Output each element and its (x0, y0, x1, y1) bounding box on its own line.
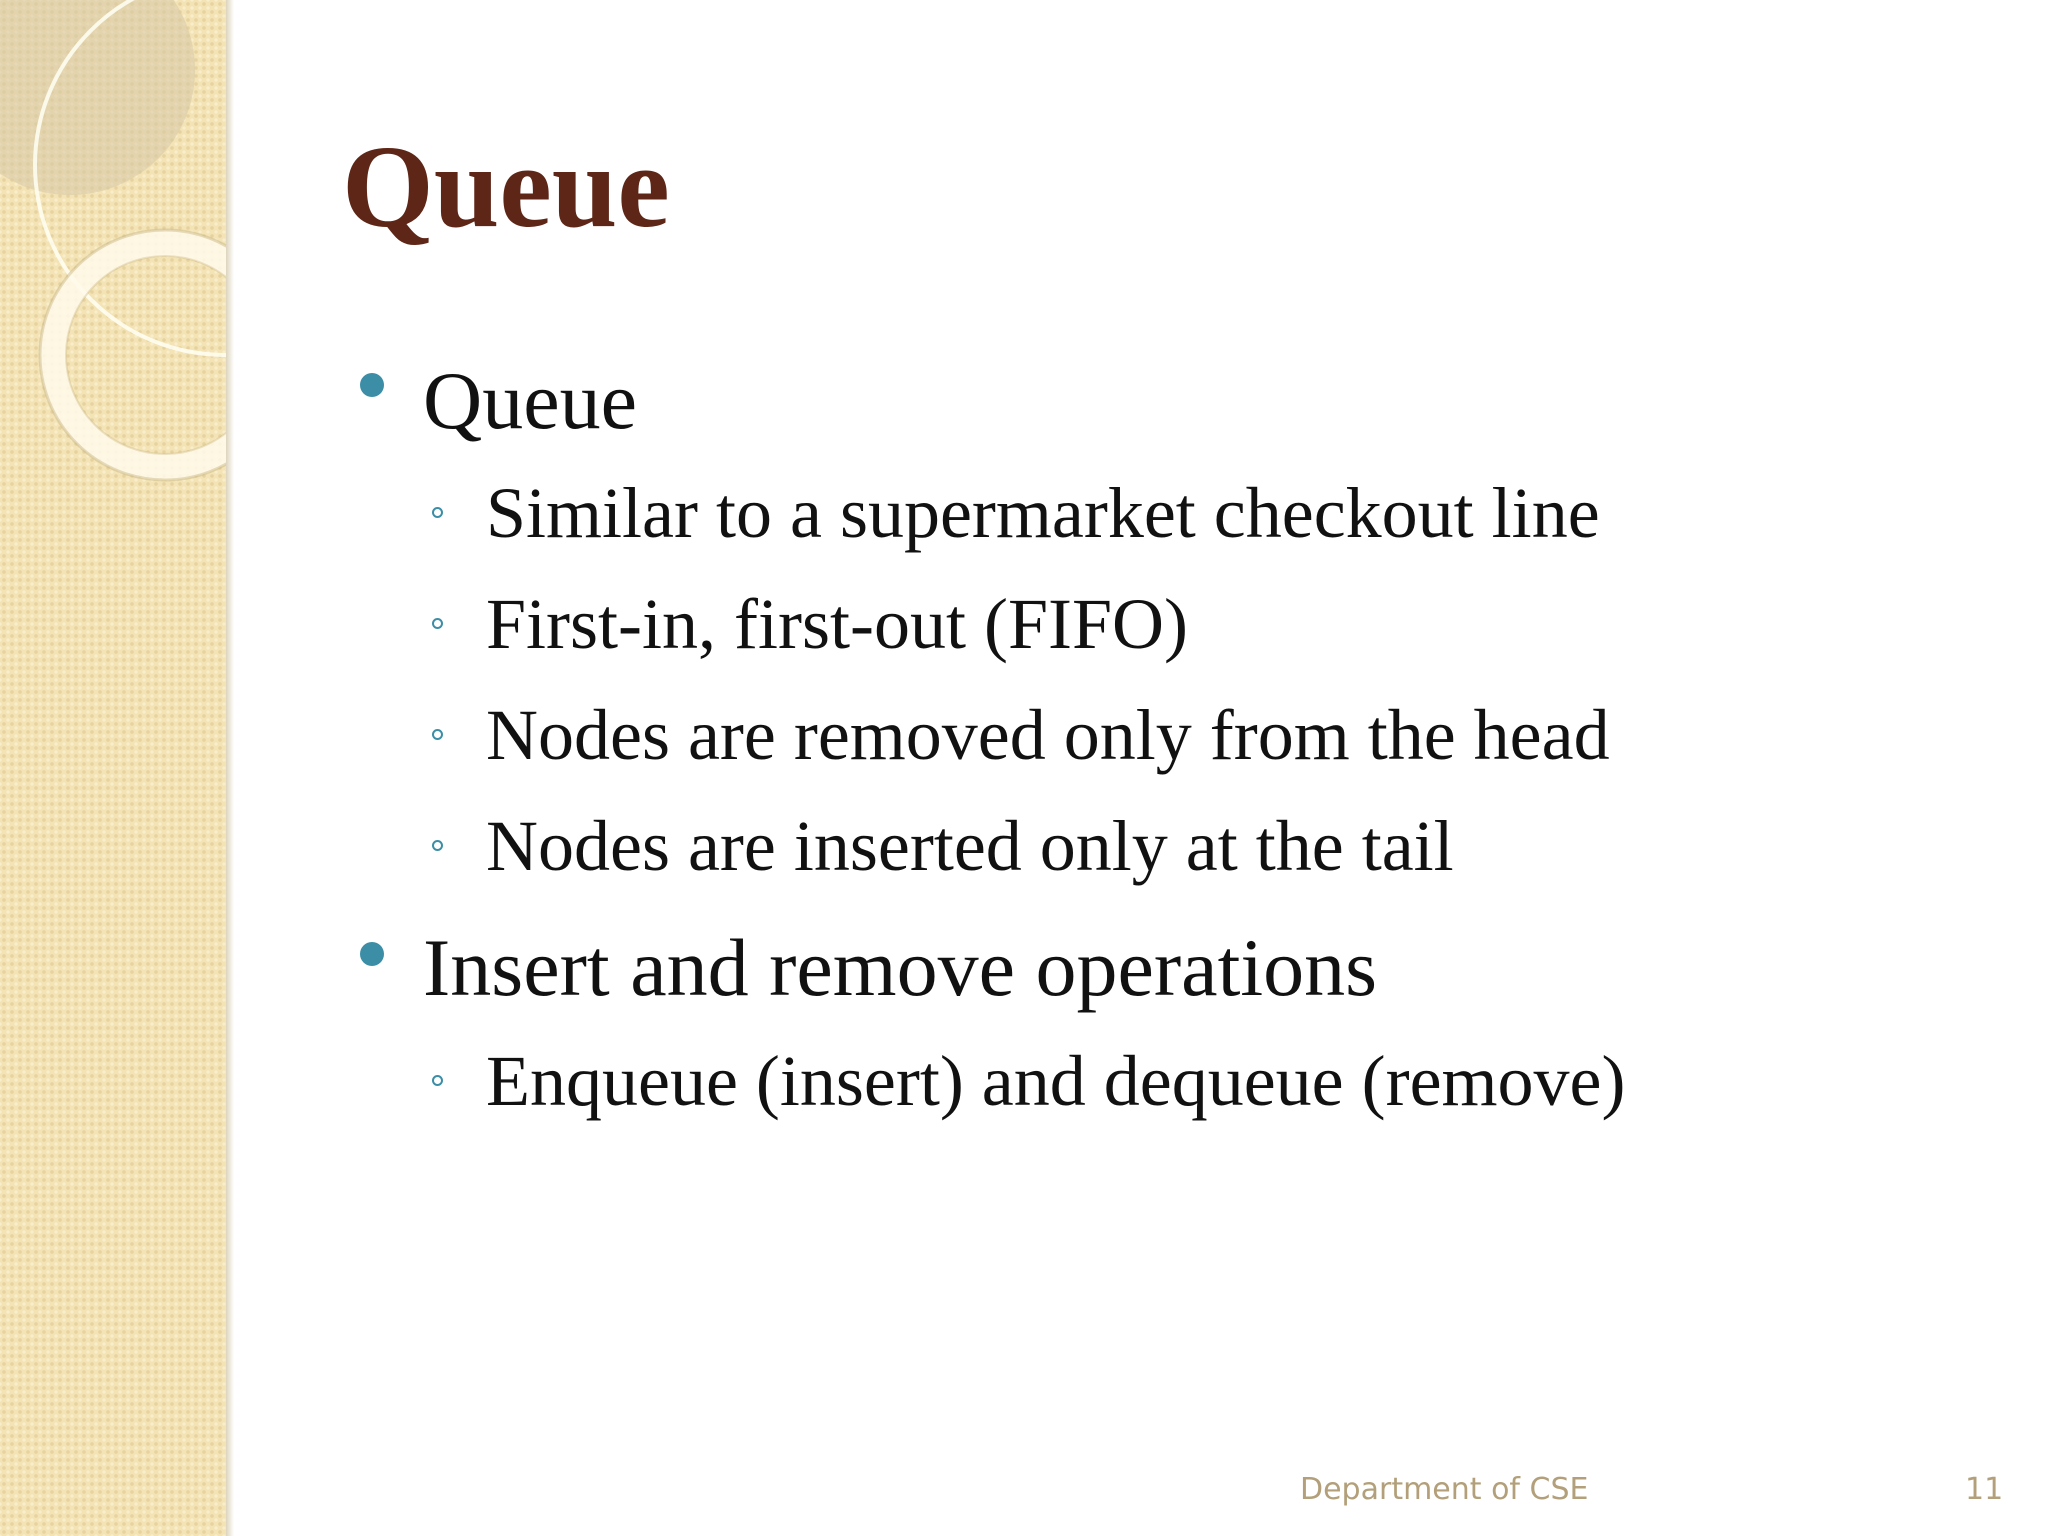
bullet-dot-icon (360, 942, 384, 966)
bullet-text: Insert and remove operations (423, 922, 1378, 1013)
sub-bullet-text: Nodes are inserted only at the tail (486, 806, 1454, 886)
ring-bullet-icon (432, 507, 443, 518)
ring-bullet-icon (432, 618, 443, 629)
sub-bullet-text: Enqueue (insert) and dequeue (remove) (486, 1041, 1626, 1121)
ring-bullet-icon (432, 1075, 443, 1086)
slide-title: Queue (342, 121, 670, 252)
footer-page-number: 11 (1965, 1472, 2004, 1507)
ring-bullet-icon (432, 729, 443, 740)
sub-bullet-text: Nodes are removed only from the head (486, 695, 1610, 775)
sub-bullet-text: Similar to a supermarket checkout line (486, 473, 1600, 553)
sub-bullet-text: First-in, first-out (FIFO) (486, 584, 1188, 664)
ring-bullet-icon (432, 840, 443, 851)
bullet-dot-icon (360, 373, 384, 397)
bullet-text: Queue (423, 355, 638, 446)
footer-department: Department of CSE (1300, 1472, 1589, 1507)
